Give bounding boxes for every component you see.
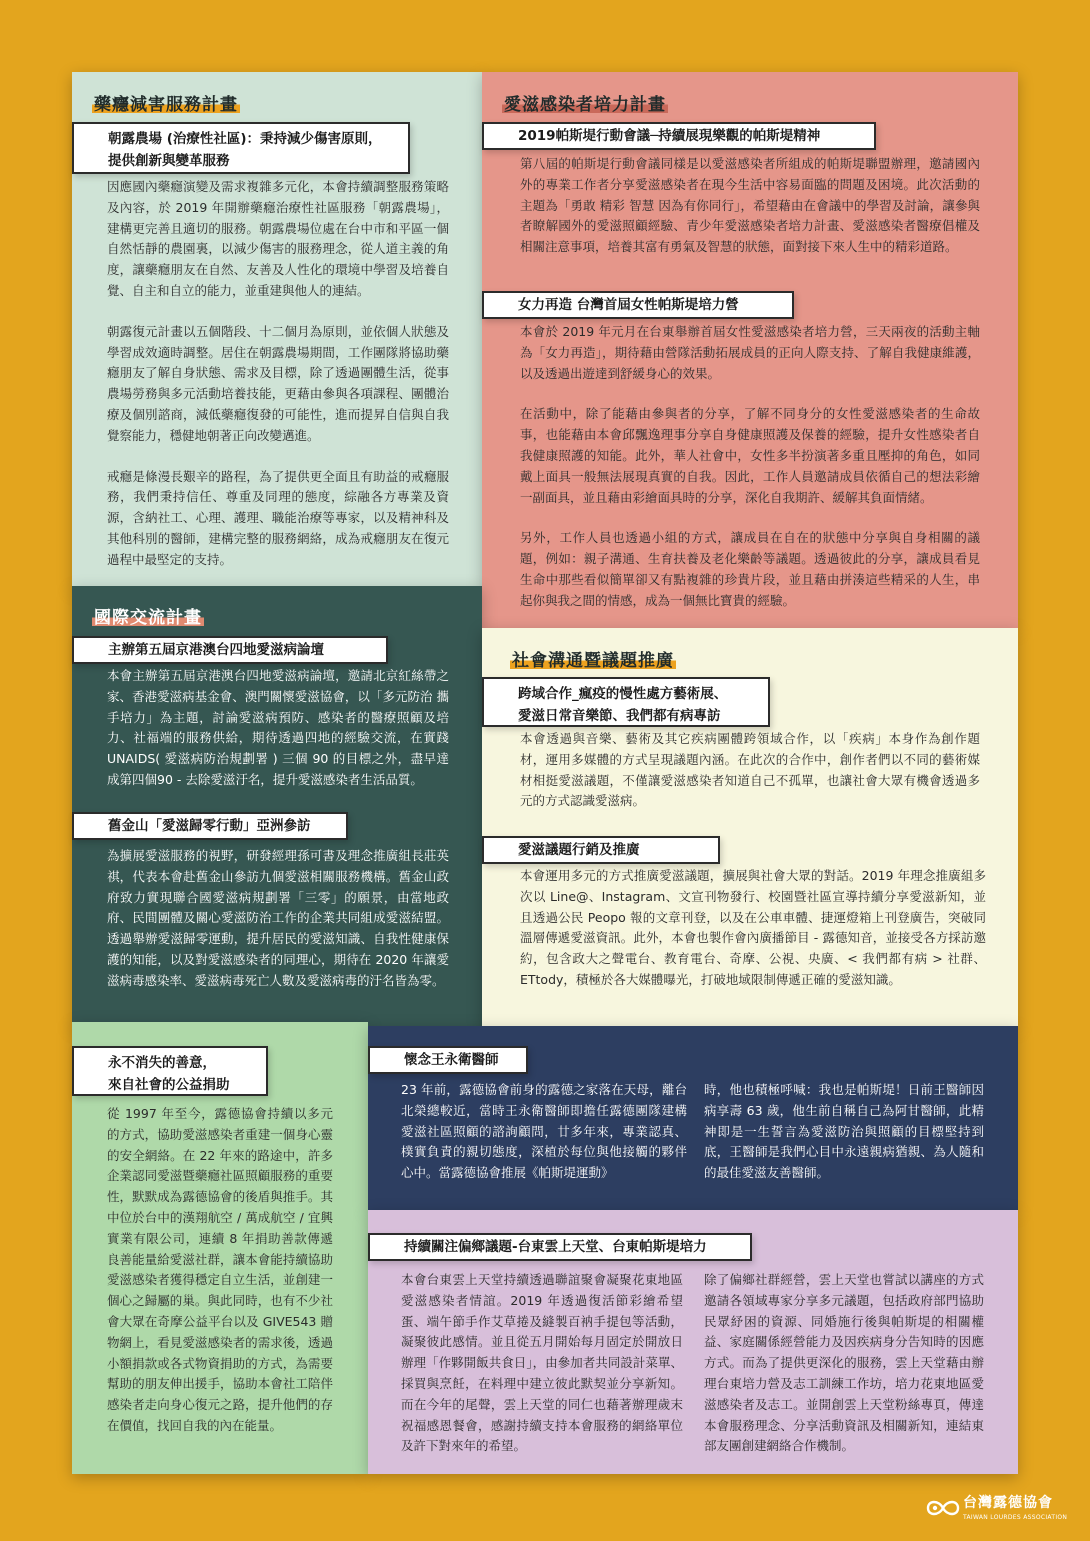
social-box2-title bbox=[482, 836, 720, 864]
aids-box2-title-text: 女力再造 台灣首屆女性帕斯堤培力營 bbox=[518, 297, 739, 313]
intl-section-title: 國際交流計畫 bbox=[92, 603, 204, 628]
rural-box-title bbox=[368, 1233, 752, 1261]
infinity-icon bbox=[925, 1496, 961, 1520]
social-box1-text: 本會透過與音樂、藝術及其它疾病團體跨領域合作，以「疾病」本身作為創作題材，運用多媒體的方式呈現議題內涵。在此次的合作中，創作者們以不同的藝術媒材相挺愛滋議題，不僅讓愛滋感染者知道自己不孤單，也讓社會大眾有機會透過多元的方式認識愛滋病。 bbox=[520, 731, 980, 809]
aids-box2-paragraph-2: 在活動中，除了能藉由參與者的分享，了解不同身分的女性愛滋感染者的生命故事，也能藉由本會邱飄逸理事分享自身健康照護及保養的經驗，提升女性感染者自我健康照護的知能。此外，華人社會中，女性多半扮演著多重且壓抑的角色，如同戴上面具一般無法展現真實的自我。因此，工作人員邀請成員依循自己的想法彩繪一副面具，並且藉由彩繪面具時的分享，深化自我期許、緩解其負面情緒。 bbox=[520, 406, 980, 505]
charity-text: 從 1997 年至今，露德協會持續以多元的方式，協助愛滋感染者重建一個身心靈的安全網絡。在 22 年來的路途中，許多企業認同愛滋暨藥癮社區照顧服務的重要性，默默成為露德協會的後盾與推手。其中位於台中的漢翔航空 / 萬成航空 / 宜興實業有限公司，連續 8 年捐助善款傳遞良善能量給愛滋社群，讓本會能持續協助愛滋感染者獲得穩定自立生活，並創建一個心之歸屬的巢。與此同時，也有不少社會大眾在奇摩公益平台以及 GIVE543 贈物網上，看見愛滋感染者的需求後，透過小額捐款或各式物資捐助的方式，為需要幫助的朋友伸出援手，協助本會社工陪伴感染者走向身心復元之路，提升他們的存在價值，找回自我的內在能量。 bbox=[107, 1106, 333, 1433]
charity-box-title-line-1: 永不消失的善意， bbox=[108, 1055, 216, 1071]
intl-box2-title-text: 舊金山「愛滋歸零行動」亞洲參訪 bbox=[108, 818, 311, 834]
charity-box-title-line-2: 來自社會的公益捐助 bbox=[108, 1077, 230, 1093]
aids-box2-body bbox=[520, 322, 980, 612]
association-logo bbox=[925, 1488, 1075, 1528]
drug-box-title-line-2: 提供創新與變革服務 bbox=[108, 153, 230, 169]
drug-section-title: 藥癮減害服務計畫 bbox=[92, 90, 240, 115]
drug-box-title-line-1: 朝露農場 (治療性社區)：秉持減少傷害原則， bbox=[108, 131, 382, 147]
social-box2-text: 本會運用多元的方式推廣愛滋議題，擴展與社會大眾的對話。2019 年理念推廣組多次以 Line@、Instagram、文宣刊物發行、校園暨社區宣導持續分享愛滋新知，並且透過公民 Peopo 報的文章刊登，以及在公車車體、捷運燈箱上刊登廣告，突破同溫層傳遞愛滋資訊。此外，本會也製作會內廣播節目 - 露德知音，並接受各方採訪邀約，包含政大之聲電台、教育電台、奇摩、公視、央廣、< 我們都有病 > 社群、ETtody，積極於各大媒體曝光，打破地域限制傳遞正確的愛滋知識。 bbox=[520, 868, 986, 987]
drug-paragraph-1: 因應國內藥癮演變及需求複雜多元化，本會持續調整服務策略及內容，於 2019 年開辦藥癮治療性社區服務「朝露農場」，建構更完善且適切的服務。朝露農場位處在台中市和平區一個自然恬靜的農園裏，以減少傷害的服務理念，從人道主義的角度，讓藥癮朋友在自然、友善及人性化的環境中學習及培養自覺、自主和自立的能力，並重建與他人的連結。 bbox=[107, 179, 449, 298]
aids-box1-title bbox=[482, 122, 876, 150]
rural-col-2: 除了偏鄉社群經營，雲上天堂也嘗試以講座的方式邀請各領域專家分享多元議題，包括政府部門協助民眾紓困的資源、同婚施行後與帕斯堤的相關權益、家庭關係經營能力及因疾病身分告知時的因應方式。而為了提供更深化的服務，雲上天堂藉由辦理台東培力營及志工訓練工作坊，培力花東地區愛滋感染者及志工。並開創雲上天堂粉絲專頁，傳達本會服務理念、分享活動資訊及相關新知，連結東部友團創建網絡合作機制。 bbox=[704, 1272, 984, 1454]
rural-box-title-text: 持續關注偏鄉議題-台東雲上天堂、台東帕斯堤培力 bbox=[404, 1239, 707, 1255]
memory-box-title-text: 懷念王永衛醫師 bbox=[404, 1052, 499, 1068]
drug-paragraph-2: 朝露復元計畫以五個階段、十二個月為原則，並依個人狀態及學習成效適時調整。居住在朝露農場期間，工作團隊將協助藥癮朋友了解自身狀態、需求及目標，除了透過團體生活，從事農場勞務與多元活動培養技能，更藉由參與各項課程、團體治療及個別諮商，減低藥癮復發的可能性，進而提昇自信與自我覺察能力，穩健地朝著正向改變邁進。 bbox=[107, 323, 449, 443]
aids-box2-title bbox=[482, 291, 794, 319]
social-section-title: 社會溝通暨議題推廣 bbox=[510, 646, 676, 671]
drug-paragraph-3: 戒癮是條漫長艱辛的路程，為了提供更全面且有助益的戒癮服務，我們秉持信任、尊重及同理的態度，綜融各方專業及資源，含納社工、心理、護理、職能治療等專家，以及精神科及其他科別的醫師，建構完整的服務網絡，成為戒癮朋友在復元過程中最堅定的支持。 bbox=[107, 468, 449, 567]
social-box1-title bbox=[482, 677, 770, 727]
social-box1-title-line-1: 跨域合作_瘋疫的慢性處方藝術展、 bbox=[518, 686, 728, 702]
drug-body bbox=[107, 177, 449, 571]
intl-box1-title bbox=[72, 636, 388, 664]
intl-box2-title bbox=[72, 812, 348, 840]
memory-col-1: 23 年前，露德協會前身的露德之家落在天母，離台北榮總較近，當時王永衛醫師即擔任露德團隊建構愛滋社區照顧的諮詢顧問，廿多年來，專業認真、樸實負責的親切態度，深植於每位與他接觸的夥伴心中。當露德協會推展《帕斯堤運動》 bbox=[401, 1082, 687, 1181]
memory-col-2: 時，他也積極呼喊：我也是帕斯堤！日前王醫師因病享壽 63 歲，他生前自稱自己為阿甘醫師，此精神即是一生誓言為愛滋防治與照顧的目標堅持到底，王醫師是我們心目中永遠親病猶親、為人隨和的最佳愛滋友善醫師。 bbox=[704, 1082, 984, 1181]
logo-name: 台灣露德協會 bbox=[963, 1495, 1053, 1511]
rural-col-1: 本會台東雲上天堂持續透過聯誼聚會凝聚花東地區愛滋感染者情誼。2019 年透過復活節彩繪希望蛋、端午節手作艾草捲及縫製百衲手提包等活動，凝聚彼此感情。並且從五月開始每月固定於開放日辦理「作夥開飯共食日」，由參加者共同設計菜單、採買與烹飪，在料理中建立彼此默契並分享新知。而在今年的尾聲，雲上天堂的同仁也藉著辦理歲末祝福感恩餐會，感謝持續支持本會服務的網絡單位及許下對來年的希望。 bbox=[401, 1272, 683, 1454]
aids-box1-text: 第八屆的帕斯堤行動會議同樣是以愛滋感染者所組成的帕斯堤聯盟辦理，邀請國內外的專業工作者分享愛滋感染者在現今生活中容易面臨的問題及困境。此次活動的主題為「勇敢 精彩 智慧 因為有你同行」，希望藉由在會議中的學習及討論，讓參與者瞭解國外的愛滋照顧經驗、青少年愛滋感染者培力計畫、愛滋感染者醫療倡權及相關注意事項，培養其富有勇氣及智慧的狀態，面對接下來人生中的精彩道路。 bbox=[520, 156, 980, 255]
memory-box-title bbox=[368, 1046, 528, 1074]
drug-box-title bbox=[72, 122, 410, 174]
intl-box1-text: 本會主辦第五屆京港澳台四地愛滋病論壇，邀請北京紅絲帶之家、香港愛滋病基金會、澳門關懷愛滋協會，以「多元防治 攜手培力」為主題，討論愛滋病預防、感染者的醫療照顧及培力、社福端的服務供給，期待透過四地的經驗交流，在實踐 UNAIDS( 愛滋病防治規劃署 ) 三個 90 的目標之外，盡早達成第四個90 - 去除愛滋汙名，提升愛滋感染者生活品質。 bbox=[107, 668, 449, 787]
intl-box2-text: 為擴展愛滋服務的視野，研發經理孫可書及理念推廣組長莊英祺，代表本會赴舊金山參訪九個愛滋相關服務機構。舊金山政府致力實現聯合國愛滋病規劃署「三零」的願景，由當地政府、民間團體及關心愛滋防治工作的企業共同組成愛滋結盟。透過舉辦愛滋歸零運動，提升居民的愛滋知識、自我性健康保護的知能，以及對愛滋感染者的同理心，期待在 2020 年讓愛滋病毒感染率、愛滋病毒死亡人數及愛滋病毒的汙名皆為零。 bbox=[107, 848, 449, 988]
aids-box1-title-text: 2019帕斯堤行動會議─持續展現樂觀的帕斯堤精神 bbox=[518, 128, 821, 144]
intl-box1-title-text: 主辦第五屆京港澳台四地愛滋病論壇 bbox=[108, 642, 324, 658]
social-box1-title-line-2: 愛滋日常音樂節、我們都有病專訪 bbox=[518, 708, 721, 724]
aids-box2-paragraph-1: 本會於 2019 年元月在台東舉辦首屆女性愛滋感染者培力營，三天兩夜的活動主軸為「女力再造」，期待藉由營隊活動拓展成員的正向人際支持、了解自我健康維護，以及透過出遊達到舒緩身心的效果。 bbox=[520, 324, 980, 381]
social-box2-title-text: 愛滋議題行銷及推廣 bbox=[518, 842, 640, 858]
aids-section-title: 愛滋感染者培力計畫 bbox=[502, 90, 668, 115]
charity-box-title bbox=[72, 1046, 268, 1096]
logo-subtitle: TAIWAN LOURDES ASSOCIATION bbox=[963, 1514, 1068, 1521]
aids-box2-paragraph-3: 另外，工作人員也透過小組的方式，讓成員在自在的狀態中分享與自身相關的議題，例如：親子溝通、生育扶養及老化樂齡等議題。透過彼此的分享，讓成員看見生命中那些看似簡單卻又有點複雜的珍貴片段，並且藉由拼湊這些精采的人生，串起你與我之間的情感，成為一個無比寶貴的經驗。 bbox=[520, 530, 980, 608]
